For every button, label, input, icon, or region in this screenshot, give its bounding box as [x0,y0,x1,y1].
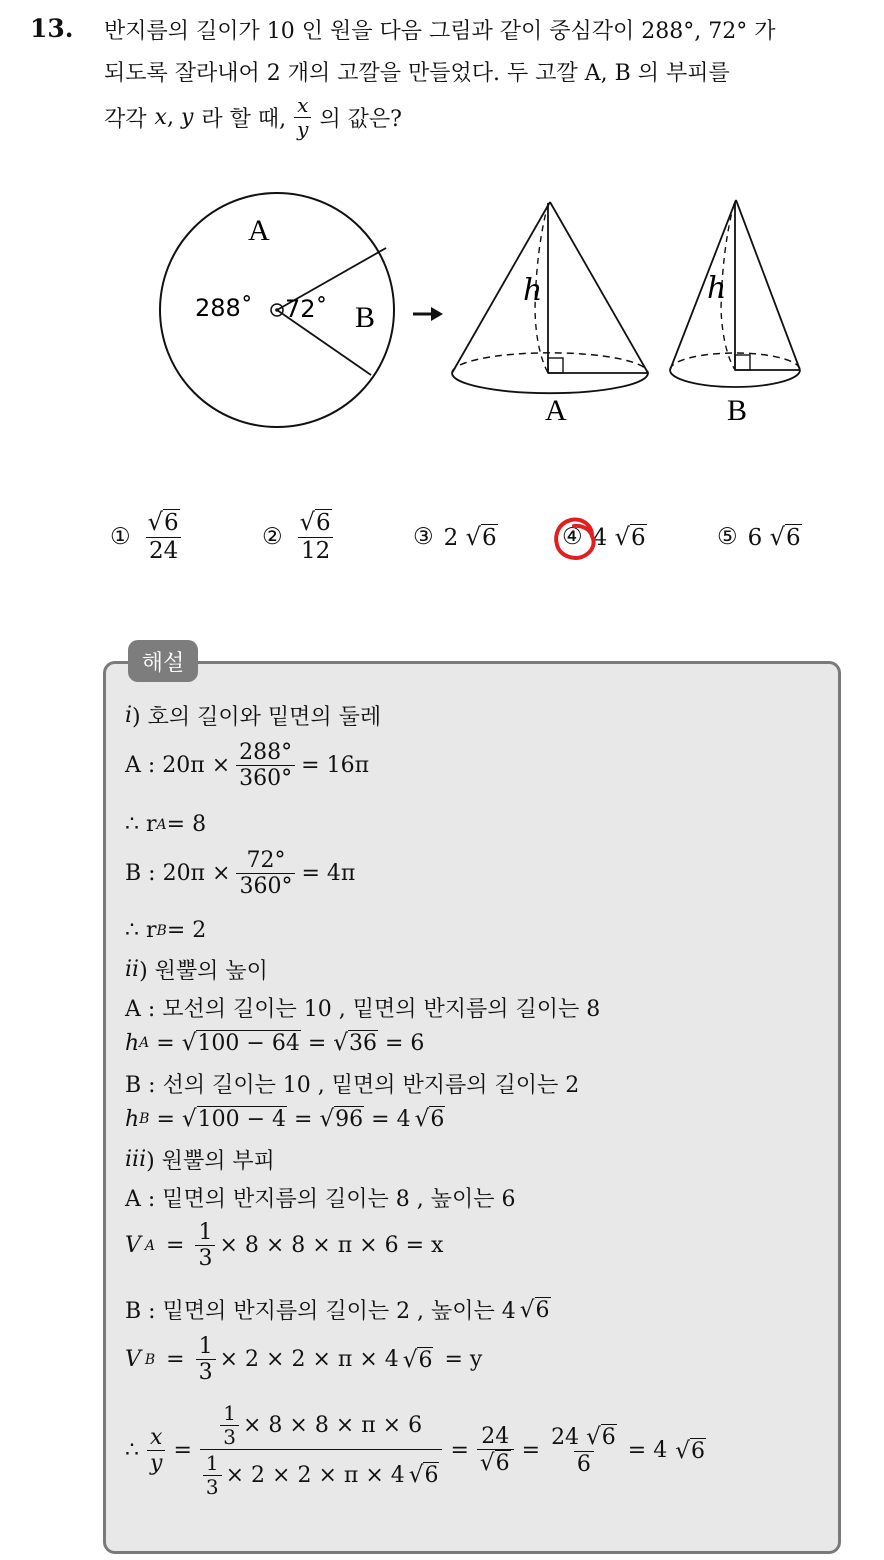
solution-radius-a: ∴ r A = 8 [125,812,207,837]
solution-volume-a: V A = $\frac{1}{3}$ × 8 × 8 × π × 6 = x [125,1220,444,1272]
question-line-3-prefix: 각각 [104,107,147,132]
choice-2-mark: ② [262,523,283,550]
cone-a-height-label: h [523,273,543,308]
cone-b-label: B [727,394,748,427]
angle-288-label: 288˚ [195,294,253,322]
solution-volume-b: V B = $\frac{1}{3}$ × 2 × 2 × π × 4 √6 = y [125,1334,483,1386]
cone-b-base-front [670,370,800,387]
sector-label-b: B [355,301,376,334]
comma: , [166,105,174,130]
question-line-3-suffix: 의 값은? [319,107,402,132]
solution-tag: 해설 [128,640,198,682]
choice-2-denominator: 12 [298,537,333,564]
solution-step-3-title: iii ) 원뿔의 부피 [125,1147,275,1174]
choice-4[interactable] [562,523,647,551]
solution-arc-b: B : 20π × $\frac{72^\circ}{360^\circ}$ = 4π [125,848,356,900]
cone-a-base-back [452,353,648,373]
choice-3-value: 2 √6 [443,523,497,551]
choice-1-fraction [145,509,183,564]
cone-a-base-front [452,373,648,393]
choice-1-denominator: 24 [146,537,181,564]
question-line-1: 반지름의 길이가 10 인 원을 다음 그림과 같이 중심각이 288°, 72° 가 [104,19,776,44]
choice-1-numerator: √6 [147,508,179,536]
question-line-3 [104,94,402,141]
solution-step-1-title: i ) 호의 길이와 밑면의 둘레 [125,703,382,730]
solution-height-a: h A = √100 − 64 = √36 = 6 [125,1030,425,1056]
sector-label-a: A [248,214,270,247]
solution-volume-a-text: A : 밑면의 반지름의 길이는 8 , 높이는 6 [125,1187,516,1212]
cone-b-height-label: h [707,271,727,306]
question-line-3-mid: 라 할 때, [201,107,287,132]
center-point [275,308,279,312]
question-number: 13. [30,14,74,43]
solution-radius-b: ∴ r B = 2 [125,918,207,943]
solution-step-2-title: ii ) 원뿔의 높이 [125,957,268,984]
choice-3[interactable] [413,523,498,551]
cone-a-right-side [550,202,648,373]
solution-volume-b-text: B : 밑면의 반지름의 길이는 2 , 높이는 4 √6 [125,1296,550,1324]
arrow-head-icon [431,307,443,321]
choice-1[interactable] [110,509,183,564]
choice-5-mark: ⑤ [717,524,738,550]
solution-height-a-text: A : 모선의 길이는 10 , 밑면의 반지름의 길이는 8 [125,997,601,1022]
question-line-2: 되도록 잘라내어 2 개의 고깔을 만들었다. 두 고깔 A, B 의 부피를 [104,61,730,86]
solution-final: ∴ $\frac{x}{y}$ = $\frac{1}{3}$ × 8 × 8 × π × 6 $\frac{1}{3}$ × 2 × 2 × π × 4 √6 = $\frac{24}{√6}$ = $\frac{24 √6}{6}$ = 4 √6 [125,1401,705,1499]
cone-b-right-angle [735,355,750,370]
choice-4-value: 4 √6 [592,523,646,551]
choice-2-fraction [297,509,335,564]
choice-2-numerator: √6 [299,508,331,536]
cone-b-right-side [736,200,800,370]
angle-72-label: 72˚ [285,295,328,323]
final-big-fraction: $\frac{1}{3}$ × 8 × 8 × π × 6 $\frac{1}{3}$ × 2 × 2 × π × 4 √6 [200,1402,443,1499]
choice-5[interactable] [717,523,802,551]
solution-arc-a: A : 20π × $\frac{288^\circ}{360^\circ}$ = 16π [125,740,370,792]
solution-height-b-text: B : 선의 길이는 10 , 밑면의 반지름의 길이는 2 [125,1073,580,1098]
selected-answer-circle-icon [550,514,600,564]
choice-1-mark: ① [110,523,131,550]
solution-height-b: h B = √100 − 4 = √96 = 4 √6 [125,1106,445,1132]
cone-figure [150,190,810,435]
choice-2[interactable] [262,509,335,564]
choice-5-value: 6 √6 [747,523,801,551]
var-x: x [154,105,167,130]
fraction-x-over-y: $\frac{x}{y}$ [294,94,311,141]
cone-a-right-angle [548,358,563,373]
var-y: y [180,105,194,130]
choice-3-mark: ③ [413,524,434,550]
choice-4-mark: ④ [562,524,583,550]
cone-a-label: A [545,394,567,427]
